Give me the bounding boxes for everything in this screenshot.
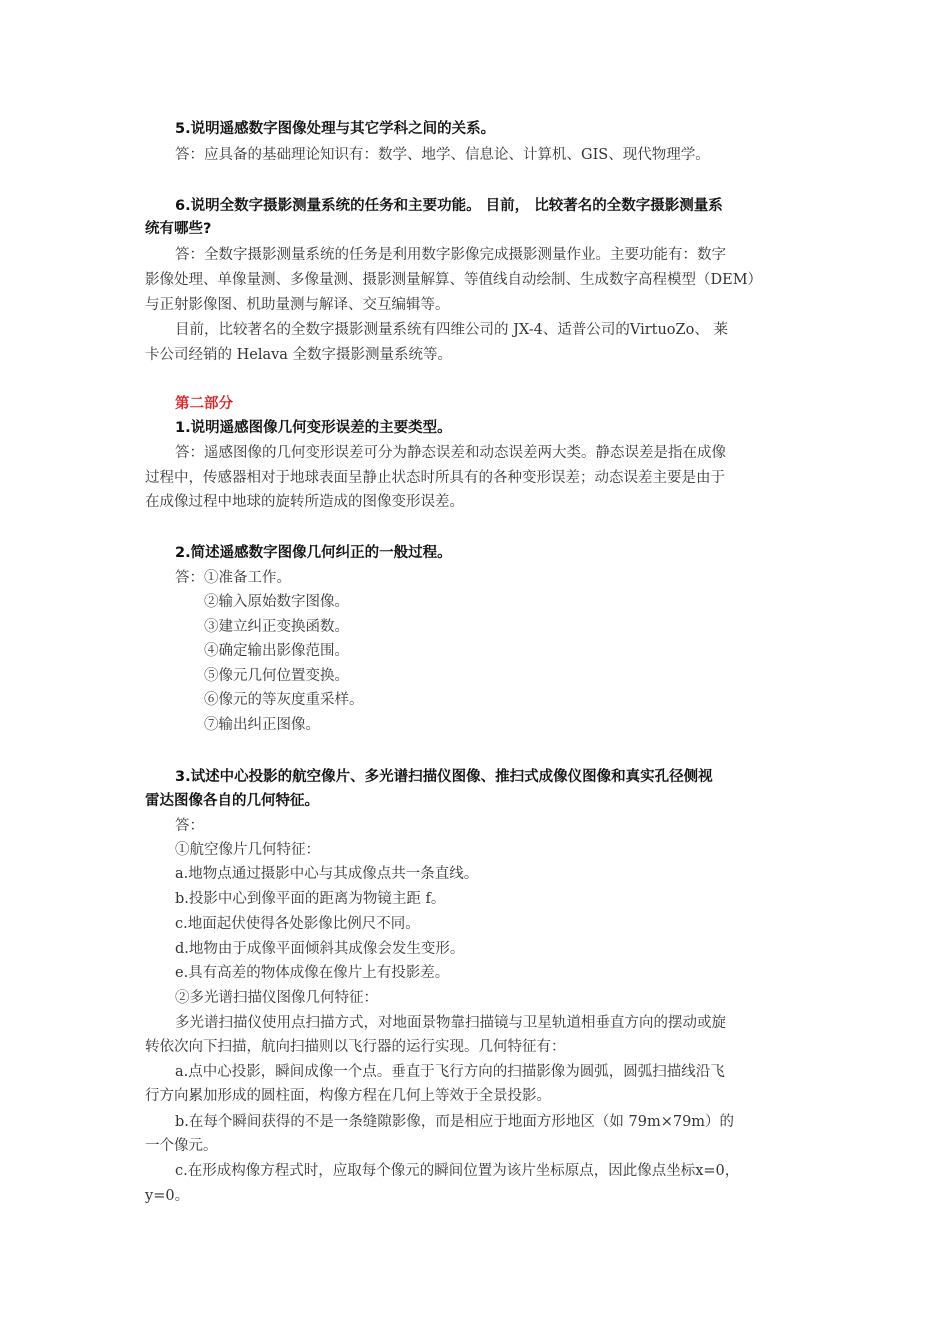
mss-item-a-line2: 行方向累加形成的圆柱面，构像方程在几何上等效于全景投影。	[145, 1088, 551, 1104]
aerial-photo-item: e.具有高差的物体成像在像片上有投影差。	[175, 965, 450, 981]
part2-question-2-step: ③建立纠正变换函数。	[204, 619, 349, 635]
aerial-photo-item: d.地物由于成像平面倾斜其成像会发生变形。	[175, 941, 465, 957]
question-6-answer-p1-line2: 影像处理、单像量测、多像量测、摄影测量解算、等值线自动绘制、生成数字高程模型（DEM）	[145, 272, 763, 288]
mss-intro-line1: 多光谱扫描仪使用点扫描方式，对地面景物靠扫描镜与卫星轨道相垂直方向的摆动或旋	[175, 1015, 726, 1031]
part2-question-3-title-line1: 3.试述中心投影的航空像片、多光谱扫描仪图像、推扫式成像仪图像和真实孔径侧视	[175, 769, 713, 785]
question-5-title: 5.说明遥感数字图像处理与其它学科之间的关系。	[175, 121, 496, 137]
question-6-answer-p1-line1: 答：全数字摄影测量系统的任务是利用数字影像完成摄影测量作业。主要功能有：数字	[175, 247, 726, 263]
part2-question-2-title: 2.简述遥感数字图像几何纠正的一般过程。	[175, 545, 452, 561]
section-heading-part2: 第二部分	[175, 396, 233, 412]
part2-question-1-answer-line2: 过程中，传感器相对于地球表面呈静止状态时所具有的各种变形误差；动态误差主要是由于	[145, 470, 725, 486]
question-6-answer-p2-line2: 卡公司经销的 Helava 全数字摄影测量系统等。	[145, 347, 453, 363]
part2-question-3-answer-label: 答：	[175, 818, 204, 834]
part2-question-2-step: ⑤像元几何位置变换。	[204, 668, 349, 684]
mss-item-c-line1: c.在形成构像方程式时，应取每个像元的瞬间位置为该片坐标原点，因此像点坐标x=0，	[175, 1163, 740, 1179]
mss-item-b-line1: b.在每个瞬间获得的不是一条缝隙影像，而是相应于地面方形地区（如 79m×79m）的	[175, 1114, 735, 1130]
mss-item-b-line2: 一个像元。	[145, 1138, 218, 1154]
question-6-answer-p1-line3: 与正射影像图、机助量测与解译、交互编辑等。	[145, 297, 450, 313]
aerial-photo-item: c.地面起伏使得各处影像比例尺不同。	[175, 916, 420, 932]
aerial-photo-item: b.投影中心到像平面的距离为物镜主距 f。	[175, 891, 446, 907]
part2-question-2-step: 答：①准备工作。	[175, 570, 291, 586]
question-5-answer: 答：应具备的基础理论知识有：数学、地学、信息论、计算机、GIS、现代物理学。	[175, 147, 710, 163]
mss-item-a-line1: a.点中心投影，瞬间成像一个点。垂直于飞行方向的扫描影像为圆弧，圆弧扫描线沿飞	[175, 1064, 725, 1080]
part2-question-1-answer-line1: 答：遥感图像的几何变形误差可分为静态误差和动态误差两大类。静态误差是指在成像	[175, 445, 726, 461]
mss-intro-line2: 转依次向下扫描，航向扫描则以飞行器的运行实现。几何特征有：	[145, 1039, 566, 1055]
aerial-photo-item: a.地物点通过摄影中心与其成像点共一条直线。	[175, 866, 479, 882]
part2-question-2-step: ④确定输出影像范围。	[204, 643, 349, 659]
question-6-answer-p2-line1: 目前，比较著名的全数字摄影测量系统有四维公司的 JX-4、适普公司的VirtuoZo、 莱	[175, 322, 728, 338]
question-6-title-line2: 统有哪些?	[145, 221, 212, 237]
question-6-title-line1: 6.说明全数字摄影测量系统的任务和主要功能。 目前， 比较著名的全数字摄影测量系	[175, 198, 723, 214]
part2-question-2-step: ②输入原始数字图像。	[204, 594, 349, 610]
part2-question-2-step: ⑥像元的等灰度重采样。	[204, 692, 364, 708]
mss-item-c-line2: y=0。	[145, 1188, 190, 1204]
mss-heading: ②多光谱扫描仪图像几何特征：	[175, 990, 378, 1006]
aerial-photo-heading: ①航空像片几何特征：	[175, 842, 320, 858]
part2-question-2-step: ⑦输出纠正图像。	[204, 717, 320, 733]
part2-question-3-title-line2: 雷达图像各自的几何特征。	[145, 793, 319, 809]
part2-question-1-title: 1.说明遥感图像几何变形误差的主要类型。	[175, 420, 452, 436]
part2-question-1-answer-line3: 在成像过程中地球的旋转所造成的图像变形误差。	[145, 494, 464, 510]
